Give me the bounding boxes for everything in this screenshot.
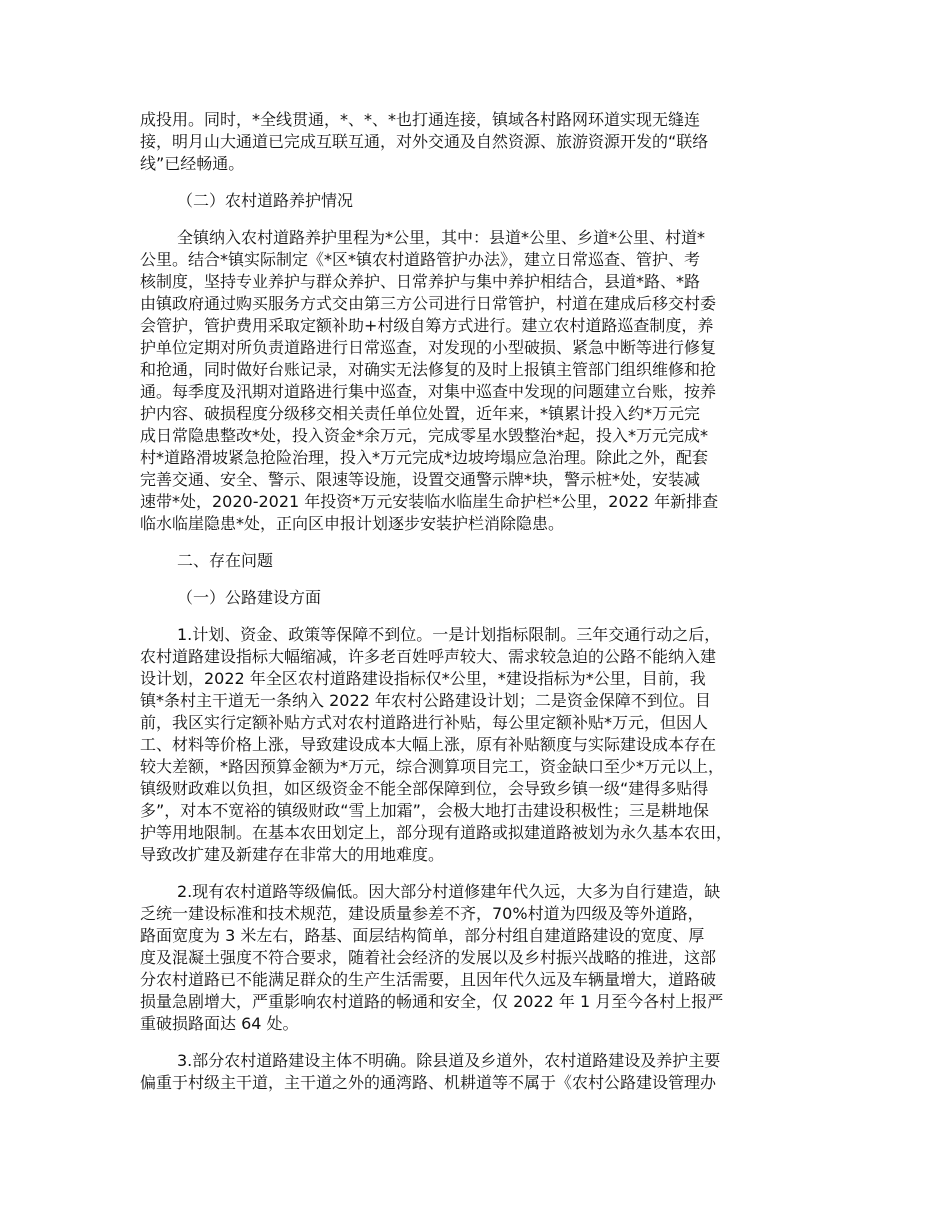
paragraph-line: 重破损路面达 64 处。 xyxy=(140,1014,299,1033)
paragraph-line: 2.现有农村道路等级偏低。因大部分村道修建年代久远，大多为自行建造，缺 xyxy=(177,882,721,901)
paragraph-line: 导致改扩建及新建存在非常大的用地难度。 xyxy=(140,845,445,864)
paragraph-line: 护内容、破损程度分级移交相关责任单位处置，近年来，*镇累计投入约*万元完 xyxy=(140,404,701,423)
paragraph-line: 护等用地限制。在基本农田划定上，部分现有道路或拟建道路被划为永久基本农田， xyxy=(140,823,733,842)
paragraph-line: 成日常隐患整改*处，投入资金*余万元，完成零星水毁整治*起，投入*万元完成* xyxy=(140,426,709,445)
paragraph-line: 由镇政府通过购买服务方式交由第三方公司进行日常管护，村道在建成后移交村委 xyxy=(140,294,717,313)
body-paragraph xyxy=(140,227,830,535)
paragraph-line: 公里。结合*镇实际制定《*区*镇农村道路管护办法》，建立日常巡查、管护、考 xyxy=(140,250,701,269)
body-paragraph xyxy=(140,881,830,1035)
body-paragraph xyxy=(140,1050,830,1094)
paragraph-line: 全镇纳入农村道路养护里程为*公里，其中：县道*公里、乡道*公里、村道* xyxy=(177,228,706,247)
paragraph-line: 和抢通，同时做好台账记录，对确实无法修复的及时上报镇主管部门组织维修和抢 xyxy=(140,360,717,379)
section-heading: （一）公路建设方面 xyxy=(177,588,322,607)
paragraph-line: 前，我区实行定额补贴方式对农村道路进行补贴，每公里定额补贴*万元，但因人 xyxy=(140,713,709,732)
body-paragraph xyxy=(140,624,830,866)
paragraph-line: 农村道路建设指标大幅缩减，许多老百姓呼声较大、需求较急迫的公路不能纳入建 xyxy=(140,647,717,666)
paragraph-line: 接，明月山大通道已完成互联互通，对外交通及自然资源、旅游资源开发的“联络 xyxy=(140,132,709,151)
paragraph-line: 路面宽度为 3 米左右，路基、面层结构简单，部分村组自建道路建设的宽度、厚 xyxy=(140,926,705,945)
paragraph-line: 分农村道路已不能满足群众的生产生活需要，且因年代久远及车辆量增大，道路破 xyxy=(140,970,717,989)
paragraph-line: 速带*处，2020-2021 年投资*万元安装临水临崖生命护栏*公里，2022 年新排查 xyxy=(140,492,719,511)
paragraph-line: 护单位定期对所负责道路进行日常巡查，对发现的小型破损、紧急中断等进行修复 xyxy=(140,338,717,357)
paragraph-line: 成投用。同时，*全线贯通，*、*、*也打通连接，镇域各村路网环道实现无缝连 xyxy=(140,110,701,129)
paragraph-line: 线”已经畅通。 xyxy=(140,154,245,173)
paragraph-line: 乏统一建设标准和技术规范，建设质量参差不齐，70%村道为四级及等外道路， xyxy=(140,904,704,923)
section-heading: （二）农村道路养护情况 xyxy=(177,191,354,210)
paragraph-line: 通。每季度及汛期对道路进行集中巡查，对集中巡查中发现的问题建立台账，按养 xyxy=(140,382,717,401)
paragraph-line: 多”，对本不宽裕的镇级财政“雪上加霜”，会极大地打击建设积极性；三是耕地保 xyxy=(140,801,709,820)
document-page xyxy=(140,109,830,1109)
paragraph-line: 村*道路滑坡紧急抢险治理，投入*万元完成*边坡垮塌应急治理。除此之外，配套 xyxy=(140,448,709,467)
paragraph-line: 设计划，2022 年全区农村道路建设指标仅*公里，*建设指标为*公里，目前，我 xyxy=(140,669,706,688)
paragraph-line: 临水临崖隐患*处，正向区申报计划逐步安装护栏消除隐患。 xyxy=(140,514,565,533)
paragraph-line: 3.部分农村道路建设主体不明确。除县道及乡道外，农村道路建设及养护主要 xyxy=(177,1051,721,1070)
paragraph-line: 完善交通、安全、警示、限速等设施，设置交通警示牌*块，警示桩*处，安装减 xyxy=(140,470,701,489)
section-heading: 二、存在问题 xyxy=(177,551,274,570)
paragraph-line: 1.计划、资金、政策等保障不到位。一是计划指标限制。三年交通行动之后， xyxy=(177,625,721,644)
paragraph-line: 镇*条村主干道无一条纳入 2022 年农村公路建设计划；二是资金保障不到位。目 xyxy=(140,691,711,710)
paragraph-line: 镇级财政难以负担，如区级资金不能全部保障到位，会导致乡镇一级“建得多贴得 xyxy=(140,779,709,798)
paragraph-line: 较大差额，*路因预算金额为*万元，综合测算项目完工，资金缺口至少*万元以上， xyxy=(140,757,725,776)
paragraph-line: 度及混凝土强度不符合要求，随着社会经济的发展以及乡村振兴战略的推进，这部 xyxy=(140,948,717,967)
paragraph-line: 偏重于村级主干道，主干道之外的通湾路、机耕道等不属于《农村公路建设管理办 xyxy=(140,1073,717,1092)
body-paragraph xyxy=(140,109,830,175)
paragraph-line: 损量急剧增大，严重影响农村道路的畅通和安全，仅 2022 年 1 月至今各村上报严 xyxy=(140,992,724,1011)
paragraph-line: 工、材料等价格上涨，导致建设成本大幅上涨，原有补贴额度与实际建设成本存在 xyxy=(140,735,717,754)
paragraph-line: 会管护，管护费用采取定额补助+村级自筹方式进行。建立农村道路巡查制度，养 xyxy=(140,316,714,335)
paragraph-line: 核制度，坚持专业养护与群众养护、日常养护与集中养护相结合，县道*路、*路 xyxy=(140,272,701,291)
